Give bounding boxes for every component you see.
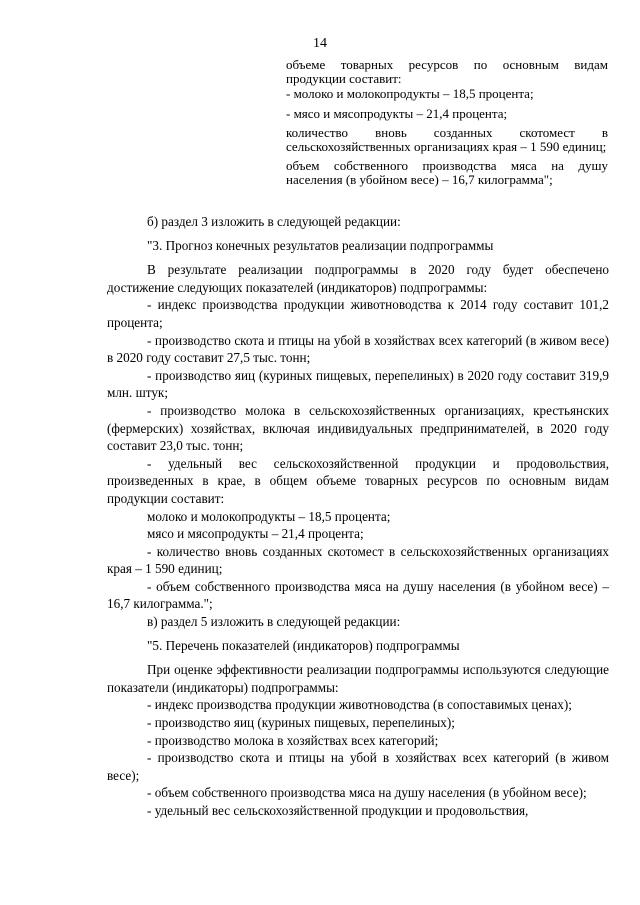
section-3-heading: "3. Прогноз конечных результатов реализации подпрограммы [147,237,494,253]
section-5-paragraph: - удельный вес сельскохозяйственной продукции и продовольствия, [147,803,529,818]
section-5-paragraph: - производство скота и птицы на убой в хозяйствах всех категорий (в живом весе); [107,750,609,783]
inset-paragraph: объем собственного производства мяса на душу населения (в убойном весе) – 16,7 килограмма"; [286,158,608,187]
section-3-paragraph: - производство молока в сельскохозяйственных организациях, крестьянских (фермерских) хозяйствах, включая индивидуальных предпринимателей, в 2020 году составит 23,0 тыс. тонн; [107,402,609,454]
section-5-paragraph: При оценке эффективности реализации подпрограммы используются следующие показатели (индикаторы) подпрограммы: [107,662,609,695]
section-3-paragraph: молоко и молокопродукты – 18,5 процента; [147,508,391,524]
inset-paragraph: количество вновь созданных скотомест в сельскохозяйственных организациях края – 1 590 единиц; [286,125,608,154]
section-5-paragraph: - индекс производства продукции животноводства (в сопоставимых ценах); [147,697,572,713]
inset-paragraph: - молоко и молокопродукты – 18,5 процента; [286,86,534,101]
page-number: 14 [313,36,327,51]
inset-paragraph: объеме товарных ресурсов по основным видам продукции составит: [286,57,608,86]
section-v-intro: в) раздел 5 изложить в следующей редакции: [147,614,401,630]
section-3-paragraph: - производство скота и птицы на убой в хозяйствах всех категорий (в живом весе) в 2020 году составит 27,5 тыс. тонн; [107,332,609,366]
section-3-paragraph: мясо и мясопродукты – 21,4 процента; [147,526,364,542]
inset-paragraph: - мясо и мясопродукты – 21,4 процента; [286,105,508,121]
section-5-paragraph: - объем собственного производства мяса на душу населения (в убойном весе); [147,785,587,801]
section-5-paragraph: - производство молока в хозяйствах всех категорий; [147,732,439,748]
inset-text-block [286,58,608,192]
section-3-paragraph: - производство яиц (куриных пищевых, перепелиных) в 2020 году составит 319,9 млн. штук; [107,367,609,401]
section-3-paragraph: - удельный вес сельскохозяйственной продукции и продовольствия, произведенных в крае, в общем объеме товарных ресурсов по основным видам продукции составит: [107,455,609,506]
section-3-paragraph: - индекс производства продукции животноводства к 2014 году составит 101,2 процента; [107,297,609,330]
section-b-intro: б) раздел 3 изложить в следующей редакции: [147,214,401,229]
section-3-paragraph: В результате реализации подпрограммы в 2020 году будет обеспечено достижение следующих показателей (индикаторов) подпрограммы: [107,262,609,295]
section-3-paragraph: - объем собственного производства мяса на душу населения (в убойном весе) – 16,7 килограмма."; [107,578,609,612]
section-3-paragraph: - количество вновь созданных скотомест в сельскохозяйственных организациях края – 1 590 единиц; [107,543,609,577]
section-5-paragraph: - производство яиц (куриных пищевых, перепелиных); [147,715,455,731]
section-5-heading: "5. Перечень показателей (индикаторов) подпрограммы [147,637,460,653]
main-text [107,213,609,820]
